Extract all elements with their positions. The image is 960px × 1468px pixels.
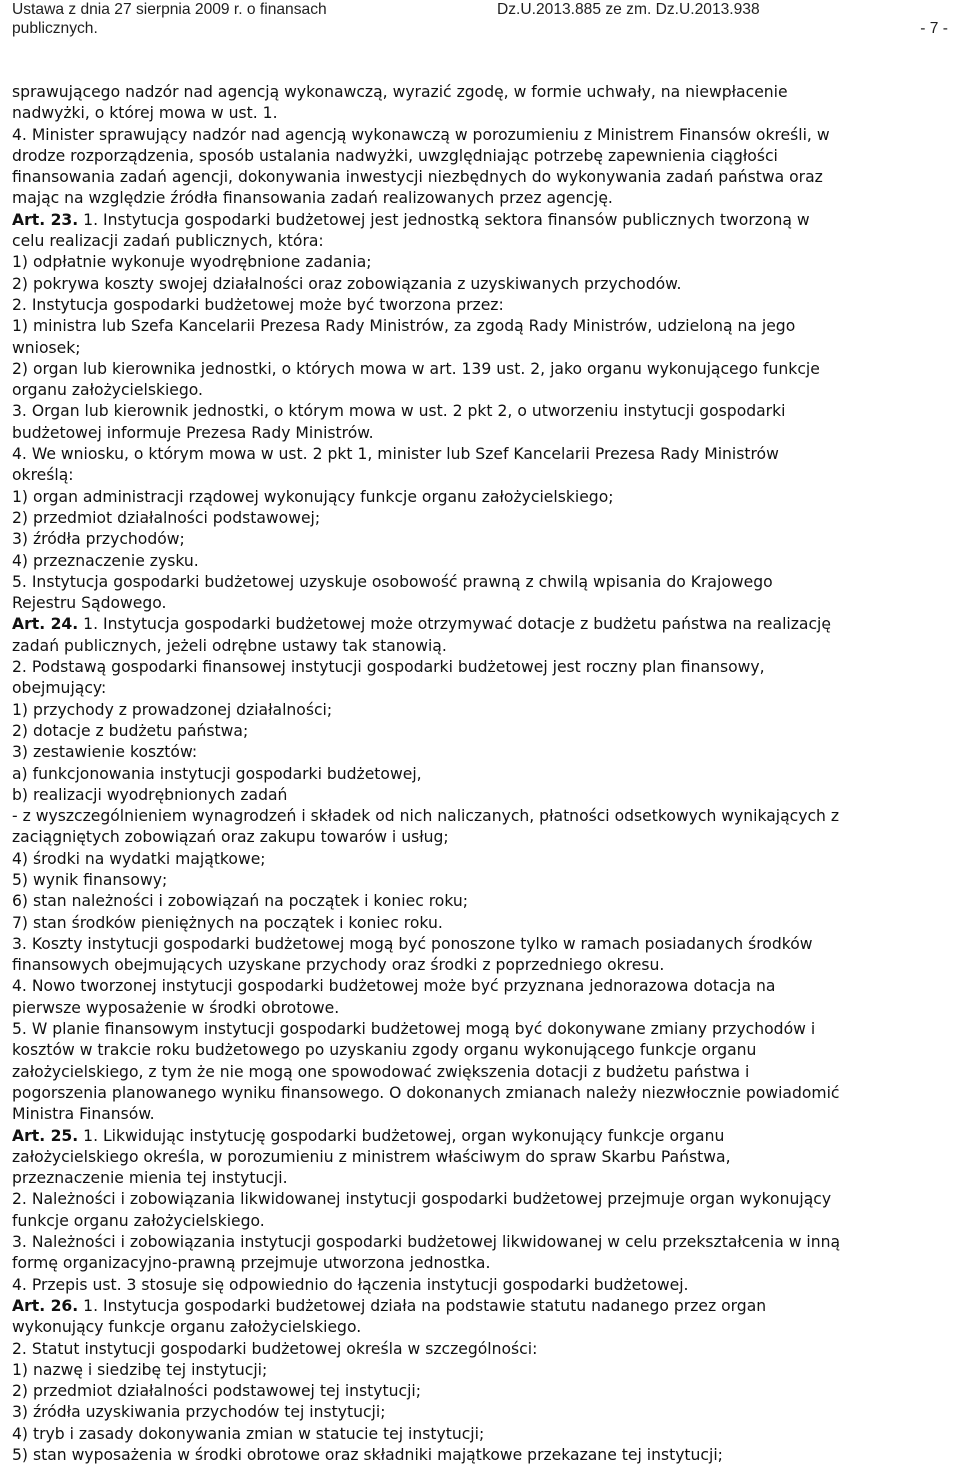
line-text: zaciągniętych zobowiązań oraz zakupu towarów i usług; <box>12 828 449 847</box>
text-line <box>12 125 948 146</box>
line-text: 7) stan środków pieniężnych na początek i koniec roku. <box>12 913 443 932</box>
line-text: 5) wynik finansowy; <box>12 870 168 889</box>
line-text: założycielskiego, z tym że nie mogą one spowodować zwiększenia dotacji z budżetu państwa i <box>12 1062 750 1081</box>
text-line <box>12 529 948 550</box>
text-line <box>12 1040 948 1061</box>
line-text: celu realizacji zadań publicznych, która: <box>12 232 324 251</box>
text-line <box>12 551 948 572</box>
line-text: 2) przedmiot działalności podstawowej; <box>12 508 321 527</box>
text-line <box>12 316 948 337</box>
line-text: 1) organ administracji rządowej wykonujący funkcje organu założycielskiego; <box>12 487 614 506</box>
line-text: 2) pokrywa koszty swojej działalności oraz zobowiązania z uzyskiwanych przychodów. <box>12 274 682 293</box>
header-act-title-line1: Ustawa z dnia 27 sierpnia 2009 r. o finansach <box>12 1 327 18</box>
text-line <box>12 1232 948 1253</box>
line-text: b) realizacji wyodrębnionych zadań <box>12 785 288 804</box>
text-line <box>12 1296 948 1317</box>
text-line <box>12 849 948 870</box>
document-body <box>12 82 948 1466</box>
text-line <box>12 401 948 422</box>
text-line <box>12 231 948 252</box>
line-text: budżetowej informuje Prezesa Rady Ministrów. <box>12 423 374 442</box>
line-text: 4) tryb i zasady dokonywania zmian w statucie tej instytucji; <box>12 1424 485 1443</box>
text-line <box>12 1083 948 1104</box>
text-line <box>12 1104 948 1125</box>
text-line <box>12 913 948 934</box>
line-text: 5. Instytucja gospodarki budżetowej uzyskuje osobowość prawną z chwilą wpisania do Krajowego <box>12 572 773 591</box>
text-line <box>12 785 948 806</box>
line-text: 1) ministra lub Szefa Kancelarii Prezesa Rady Ministrów, za zgodą Rady Ministrów, udzieloną na jego <box>12 317 796 336</box>
line-text: określą: <box>12 466 74 485</box>
line-text: 1. Likwidując instytucję gospodarki budżetowej, organ wykonujący funkcje organu <box>78 1126 725 1145</box>
header-act-title-line2: publicznych. <box>12 20 98 37</box>
line-text: 3) źródła uzyskiwania przychodów tej instytucji; <box>12 1403 386 1422</box>
text-line <box>12 1275 948 1296</box>
text-line <box>12 487 948 508</box>
text-line <box>12 1189 948 1210</box>
text-line <box>12 423 948 444</box>
line-text: 4. Nowo tworzonej instytucji gospodarki budżetowej może być przyznana jednorazowa dotacja na <box>12 977 776 996</box>
text-line <box>12 764 948 785</box>
text-line <box>12 572 948 593</box>
line-text: 2. Instytucja gospodarki budżetowej może być tworzona przez: <box>12 295 504 314</box>
line-text: 2) przedmiot działalności podstawowej tej instytucji; <box>12 1382 422 1401</box>
text-line <box>12 1360 948 1381</box>
line-text: 3) zestawienie kosztów: <box>12 743 198 762</box>
line-text: a) funkcjonowania instytucji gospodarki budżetowej, <box>12 764 422 783</box>
line-text: 2. Należności i zobowiązania likwidowanej instytucji gospodarki budżetowej przejmuje organ wykonujący <box>12 1190 832 1209</box>
line-text: pierwsze wyposażenie w środki obrotowe. <box>12 998 340 1017</box>
text-line <box>12 1381 948 1402</box>
line-text: 1) przychody z prowadzonej działalności; <box>12 700 333 719</box>
text-line <box>12 380 948 401</box>
line-text: 4. Minister sprawujący nadzór nad agencją wykonawczą w porozumieniu z Ministrem Finansów określi, w <box>12 125 830 144</box>
line-text: 4) przeznaczenie zysku. <box>12 551 199 570</box>
line-text: 5. W planie finansowym instytucji gospodarki budżetowej mogą być dokonywane zmiany przychodów i <box>12 1020 816 1039</box>
header-journal-reference: Dz.U.2013.885 ze zm. Dz.U.2013.938 <box>497 1 760 18</box>
text-line <box>12 508 948 529</box>
text-line <box>12 1402 948 1423</box>
line-text: 3. Organ lub kierownik jednostki, o którym mowa w ust. 2 pkt 2, o utworzeniu instytucji gospodarki <box>12 402 786 421</box>
line-text: 4. We wniosku, o którym mowa w ust. 2 pkt 1, minister lub Szef Kancelarii Prezesa Rady Ministrów <box>12 445 779 464</box>
text-line <box>12 1445 948 1466</box>
line-text: pogorszenia planowanego wyniku finansowego. O dokonanych zmianach należy niezwłocznie powiadomić <box>12 1083 840 1102</box>
line-text: finansowych obejmujących uzyskane przychody oraz środki z poprzedniego okresu. <box>12 956 665 975</box>
line-text: 2. Statut instytucji gospodarki budżetowej określa w szczególności: <box>12 1339 538 1358</box>
article-number: Art. 24. <box>12 615 79 634</box>
line-text: 1. Instytucja gospodarki budżetowej może otrzymywać dotacje z budżetu państwa na realizację <box>78 615 831 634</box>
text-line <box>12 146 948 167</box>
line-text: organu założycielskiego. <box>12 381 204 400</box>
line-text: mając na względzie źródła finansowania zadań realizowanych przez agencję. <box>12 189 613 208</box>
line-text: wniosek; <box>12 338 81 357</box>
line-text: kosztów w trakcie roku budżetowego po uzyskaniu zgody organu wykonującego funkcje organu <box>12 1041 757 1060</box>
text-line <box>12 295 948 316</box>
line-text: 3. Należności i zobowiązania instytucji gospodarki budżetowej likwidowanej w celu przekształcenia w inną <box>12 1233 841 1252</box>
text-line <box>12 614 948 635</box>
header-act-title <box>12 0 392 38</box>
text-line <box>12 1019 948 1040</box>
line-text: drodze rozporządzenia, sposób ustalania nadwyżki, uwzględniając potrzebę zapewnienia ciągłości <box>12 146 778 165</box>
line-text: formę organizacyjno-prawną przejmuje utworzona jednostka. <box>12 1254 491 1273</box>
text-line <box>12 1211 948 1232</box>
line-text: przeznaczenie mienia tej instytucji. <box>12 1169 288 1188</box>
line-text: 3) źródła przychodów; <box>12 530 185 549</box>
text-line <box>12 678 948 699</box>
line-text: zadań publicznych, jeżeli odrębne ustawy tak stanowią. <box>12 636 447 655</box>
line-text: 2) dotacje z budżetu państwa; <box>12 721 249 740</box>
text-line <box>12 976 948 997</box>
text-line <box>12 1147 948 1168</box>
line-text: 1) odpłatnie wykonuje wyodrębnione zadania; <box>12 253 372 272</box>
line-text: nadwyżki, o której mowa w ust. 1. <box>12 104 278 123</box>
line-text: 2) organ lub kierownika jednostki, o których mowa w art. 139 ust. 2, jako organu wykonującego funkcje <box>12 359 820 378</box>
line-text: 2. Podstawą gospodarki finansowej instytucji gospodarki budżetowej jest roczny plan finansowy, <box>12 658 765 677</box>
text-line <box>12 103 948 124</box>
text-line <box>12 1317 948 1338</box>
line-text: Ministra Finansów. <box>12 1105 155 1124</box>
text-line <box>12 1424 948 1445</box>
text-line <box>12 1062 948 1083</box>
article-number: Art. 23. <box>12 210 79 229</box>
text-line <box>12 870 948 891</box>
line-text: Rejestru Sądowego. <box>12 594 167 613</box>
text-line <box>12 806 948 827</box>
text-line <box>12 210 948 231</box>
text-line <box>12 167 948 188</box>
text-line <box>12 1339 948 1360</box>
text-line <box>12 465 948 486</box>
text-line <box>12 1253 948 1274</box>
page-number: - 7 - <box>920 20 948 37</box>
line-text: 6) stan należności i zobowiązań na początek i koniec roku; <box>12 892 469 911</box>
line-text: 1) nazwę i siedzibę tej instytucji; <box>12 1360 268 1379</box>
text-line <box>12 636 948 657</box>
text-line <box>12 721 948 742</box>
text-line <box>12 338 948 359</box>
text-line <box>12 252 948 273</box>
line-text: 4. Przepis ust. 3 stosuje się odpowiednio do łączenia instytucji gospodarki budżetowej. <box>12 1275 689 1294</box>
article-number: Art. 26. <box>12 1296 79 1315</box>
text-line <box>12 934 948 955</box>
line-text: 5) stan wyposażenia w środki obrotowe oraz składniki majątkowe przekazane tej instytucji; <box>12 1446 723 1464</box>
text-line <box>12 742 948 763</box>
line-text: 1. Instytucja gospodarki budżetowej działa na podstawie statutu nadanego przez organ <box>78 1296 767 1315</box>
text-line <box>12 593 948 614</box>
text-line <box>12 274 948 295</box>
page-header <box>12 0 948 44</box>
text-line <box>12 1168 948 1189</box>
line-text: obejmujący: <box>12 679 107 698</box>
text-line <box>12 827 948 848</box>
text-line <box>12 955 948 976</box>
line-text: sprawującego nadzór nad agencją wykonawczą, wyrazić zgodę, w formie uchwały, na niewpłacenie <box>12 83 788 101</box>
text-line <box>12 891 948 912</box>
text-line <box>12 1126 948 1147</box>
text-line <box>12 998 948 1019</box>
text-line <box>12 188 948 209</box>
text-line <box>12 657 948 678</box>
line-text: - z wyszczególnieniem wynagrodzeń i składek od nich naliczanych, płatności odsetkowych wynikających z <box>12 807 840 826</box>
text-line <box>12 82 948 103</box>
line-text: 3. Koszty instytucji gospodarki budżetowej mogą być ponoszone tylko w ramach posiadanych środków <box>12 934 813 953</box>
line-text: wykonujący funkcje organu założycielskiego. <box>12 1318 362 1337</box>
line-text: 1. Instytucja gospodarki budżetowej jest jednostką sektora finansów publicznych tworzoną w <box>78 210 810 229</box>
line-text: finansowania zadań agencji, dokonywania inwestycji niezbędnych do wykonywania zadań państwa oraz <box>12 168 823 187</box>
text-line <box>12 444 948 465</box>
article-number: Art. 25. <box>12 1126 79 1145</box>
line-text: funkcje organu założycielskiego. <box>12 1211 265 1230</box>
line-text: założycielskiego określa, w porozumieniu z ministrem właściwym do spraw Skarbu Państwa, <box>12 1147 731 1166</box>
text-line <box>12 359 948 380</box>
text-line <box>12 700 948 721</box>
line-text: 4) środki na wydatki majątkowe; <box>12 849 266 868</box>
